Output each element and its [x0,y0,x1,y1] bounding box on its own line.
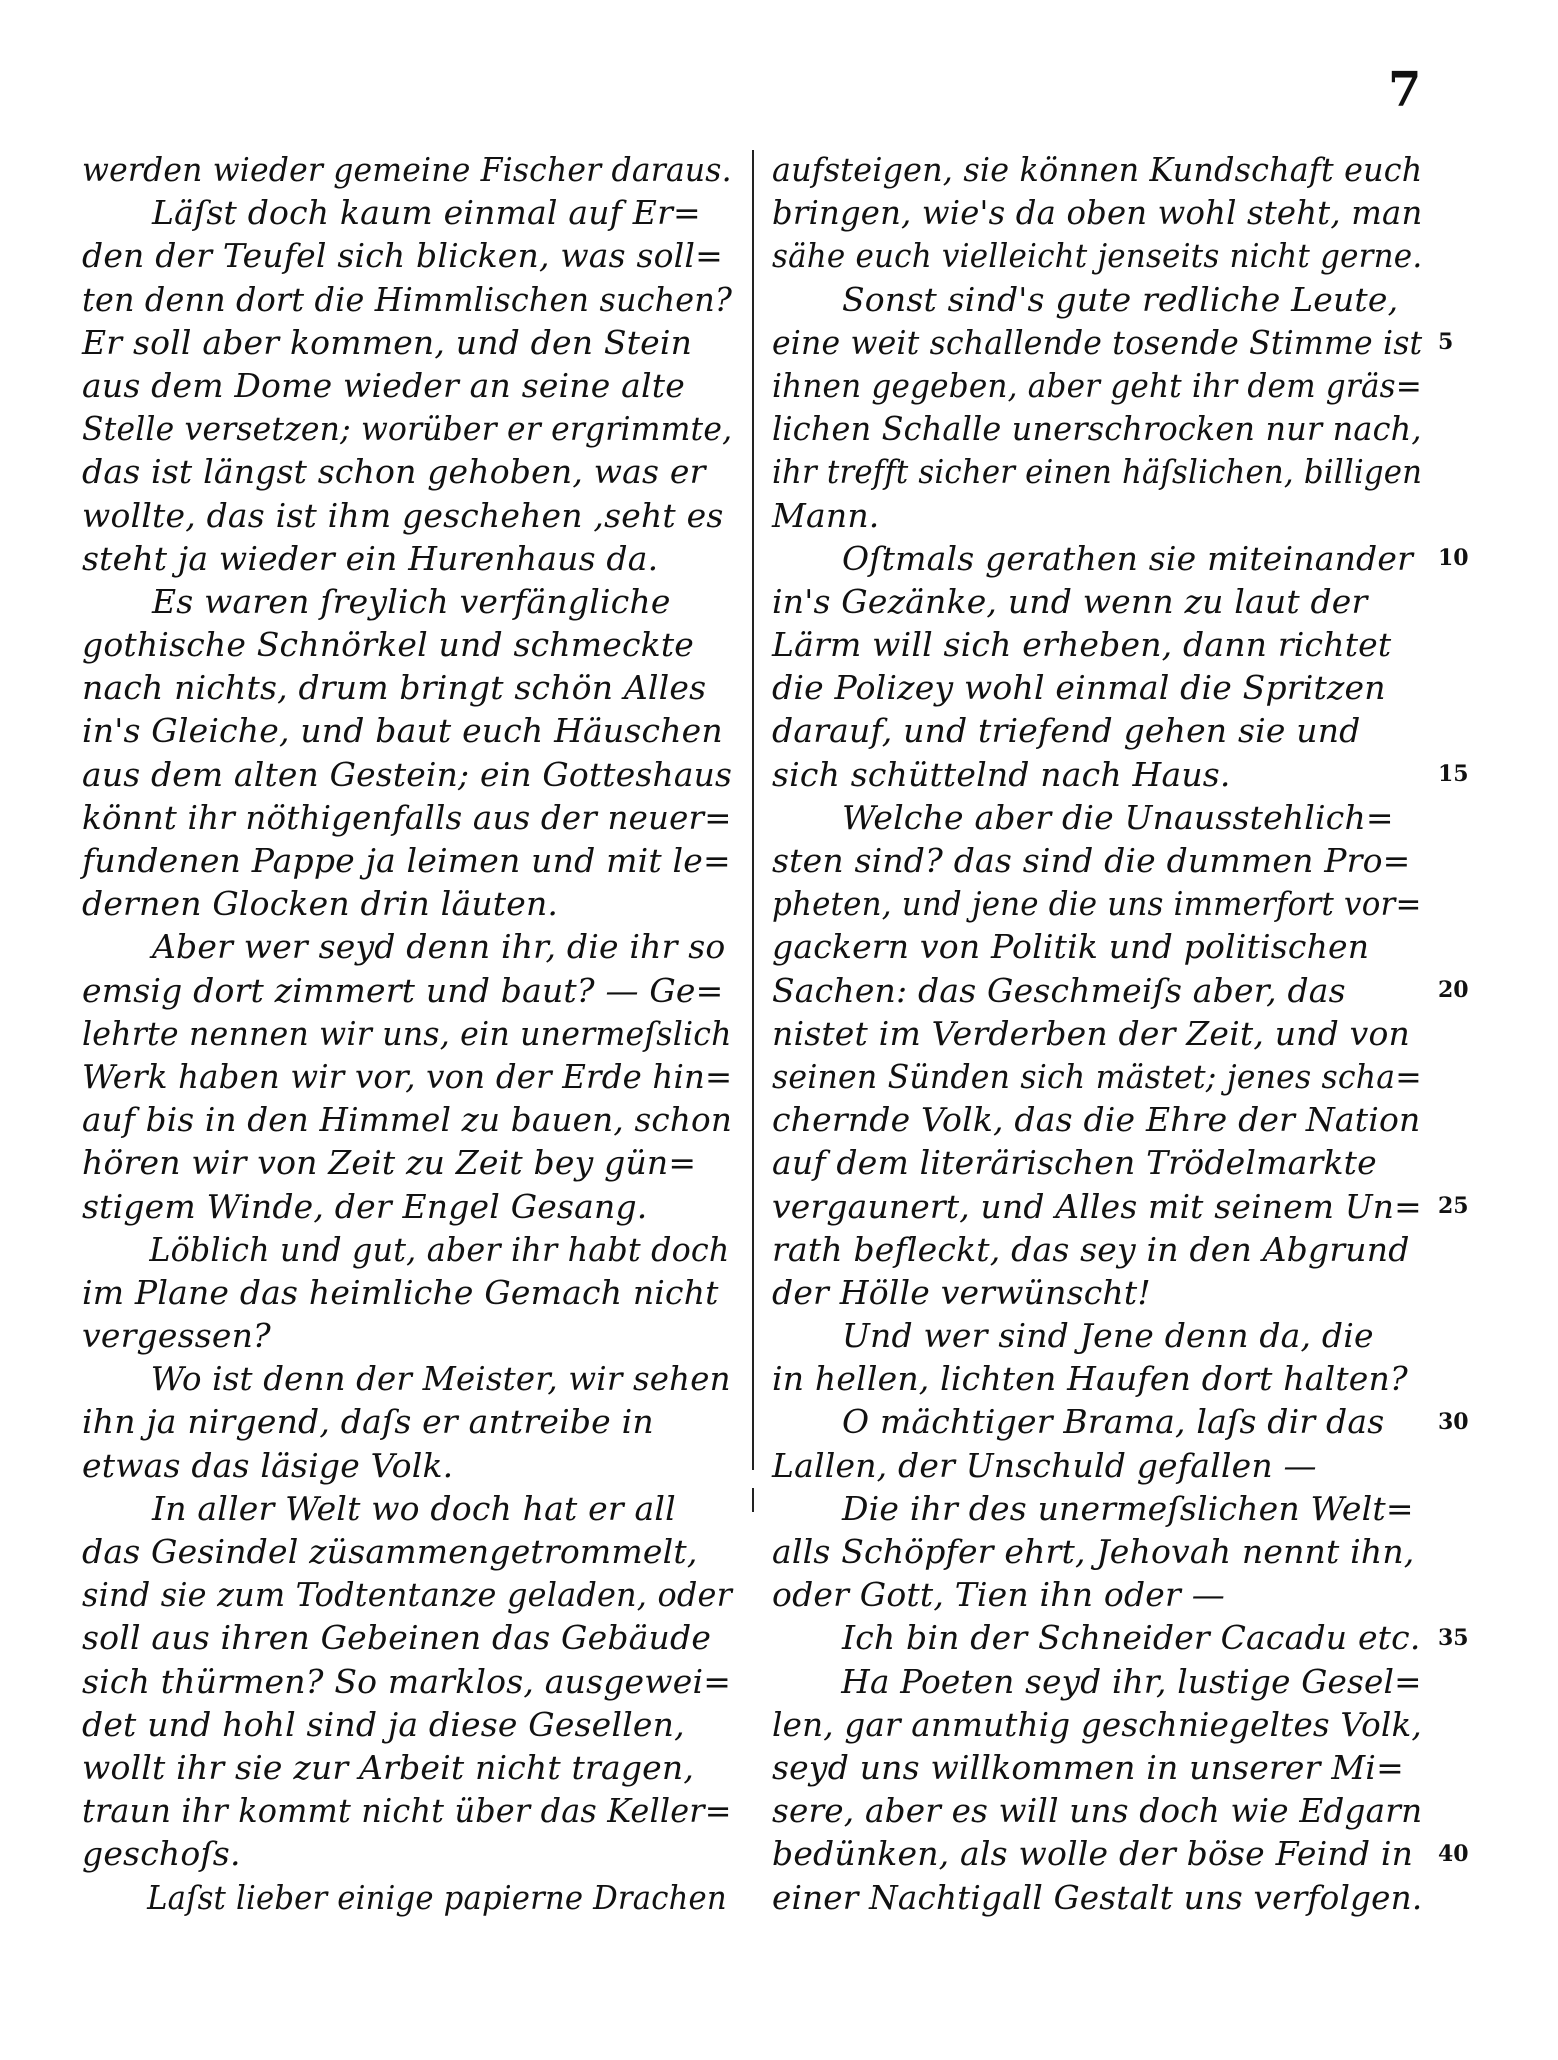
text-line: O mächtiger Brama, laſs dir das [842,1402,1385,1442]
text-line: len, gar anmuthig geschniegeltes Volk, [772,1704,1422,1744]
text-line: Stelle versetzen; worüber er ergrimmte, [82,409,733,449]
text-line: fundenen Pappe ja leimen und mit le= [82,841,731,880]
text-line: alls Schöpfer ehrt, Jehovah nennt ihn, [772,1532,1415,1571]
text-line: Löblich und gut, aber ihr habt doch [149,1229,730,1269]
text-line: in's Gleiche, und baut euch Häuschen [82,711,723,751]
text-line: Wo ist denn der Meister, wir sehen [150,1359,731,1399]
text-line: nach nichts, drum bringt schön Alles [82,668,707,708]
text-line: Laſst lieber einige papierne Drachen [147,1877,727,1917]
text-line: eine weit schallende tosende Stimme ist [772,322,1423,362]
text-line: pheten, und jene die uns immerfort vor= [772,884,1422,924]
text-line: wollte, das ist ihm geschehen ,seht es [82,495,724,535]
text-line: Es waren ſreylich verfängliche [152,581,671,621]
text-line: in hellen, lichten Haufen dort halten? [772,1359,1408,1399]
text-line: Die ihr des unermeſslichen Welt= [842,1488,1414,1528]
text-line: nistet im Verderben der Zeit, und von [772,1013,1411,1053]
text-line: auf dem literärischen Trödelmarkte [772,1143,1377,1183]
text-line: aufsteigen, sie können Kundschaft euch [772,150,1423,189]
text-line: lichen Schalle unerschrocken nur nach, [772,409,1422,449]
text-line: vergaunert, und Alles mit seinem Un= [772,1186,1422,1226]
text-line: sich thürmen? So marklos, ausgewei= [82,1661,732,1701]
text-line: aus dem Dome wieder an seine alte [82,365,686,405]
text-line: gackern von Politik und politischen [772,927,1370,967]
text-line: gothische Schnörkel und schmeckte [82,625,695,665]
text-line: ihn ja nirgend, daſs er antreibe in [82,1402,654,1442]
text-line: bedünken, als wolle der böse Feind in [772,1834,1414,1874]
text-line: dernen Glocken drin läuten. [82,884,559,924]
text-line: geschoſs. [82,1834,241,1874]
text-line: einer Nachtigall Gestalt uns verfolgen. [772,1877,1423,1917]
text-line: sind sie zum Todtentanze geladen, oder [82,1575,733,1615]
text-line: im Plane das heimliche Gemach nicht [82,1272,719,1312]
text-line: wollt ihr sie zur Arbeit nicht tragen, [82,1747,695,1787]
text-line: traun ihr kommt nicht über das Keller= [82,1791,732,1831]
text-line: etwas das läsige Volk. [82,1445,454,1485]
text-line: In aller Welt wo doch hat er all [152,1488,676,1528]
line-number: 20 [1438,976,1469,1003]
line-number: 35 [1438,1624,1469,1651]
text-line: in's Gezänke, und wenn zu laut der [772,581,1368,621]
line-number: 10 [1438,544,1469,571]
text-line: vergessen? [82,1316,271,1356]
text-line: lehrte nennen wir uns, ein unermeſslich [82,1013,732,1053]
text-line: Sachen: das Geschmeiſs aber, das [772,970,1346,1010]
text-line: Sonst sind's gute redliche Leute, [842,279,1399,319]
text-line: rath befleckt, das sey in den Abgrund [772,1229,1410,1269]
text-line: werden wieder gemeine Fischer daraus. [82,150,732,189]
text-line: Ha Poeten seyd ihr, lustige Gesel= [841,1661,1422,1701]
text-line: ihr trefft sicher einen häſslichen, billigen [772,452,1423,492]
text-line: das Gesindel züsammengetrommelt, [82,1532,698,1571]
text-line: Und wer sind Jene denn da, die [842,1316,1374,1356]
column-divider [752,150,754,1470]
line-number: 15 [1438,760,1469,787]
text-line: ihnen gegeben, aber geht ihr dem gräs= [772,365,1423,405]
column-divider-mark [752,1488,754,1512]
text-line: soll aus ihren Gebeinen das Gebäude [82,1618,712,1658]
text-line: sere, aber es will uns doch wie Edgarn [772,1791,1423,1831]
text-line: ten denn dort die Himmlischen suchen? [82,279,733,319]
text-line: Welche aber die Unausstehlich= [842,797,1394,837]
left-text-column [82,148,732,1919]
text-line: emsig dort zimmert und baut? — Ge= [82,970,724,1010]
line-number: 30 [1438,1408,1469,1435]
text-line: Er soll aber kommen, und den Stein [82,322,693,362]
text-line: Aber wer seyd denn ihr, die ihr so [152,927,726,967]
text-line: Lärm will sich erheben, dann richtet [772,625,1392,665]
text-line: könnt ihr nöthigenfalls aus der neuer= [82,797,732,837]
text-line: Mann. [772,495,880,535]
line-number: 25 [1438,1192,1469,1219]
line-number: 5 [1438,328,1454,355]
text-line: sten sind? das sind die dummen Pro= [772,841,1411,880]
text-line: Oſtmals gerathen sie miteinander [842,538,1414,578]
text-line: das ist längst schon gehoben, was er [82,452,706,492]
text-line: det und hohl sind ja diese Gesellen, [82,1704,685,1744]
text-line: seyd uns willkommen in unserer Mi= [772,1747,1404,1787]
text-line: Werk haben wir vor, von der Erde hin= [82,1056,733,1096]
text-line: sähe euch vielleicht jenseits nicht gerne. [772,236,1423,276]
text-line: Lallen, der Unschuld gefallen — [772,1445,1317,1485]
text-line: Ich bin der Schneider Cacadu etc. [842,1618,1421,1658]
text-line: chernde Volk, das die Ehre der Nation [772,1100,1421,1140]
text-line: darauf, und triefend gehen sie und [772,711,1361,751]
text-line: hören wir von Zeit zu Zeit bey gün= [82,1143,697,1183]
text-line: seinen Sünden sich mästet; jenes scha= [772,1056,1422,1096]
page-number: 7 [1388,62,1422,118]
text-line: oder Gott, Tien ihn oder — [772,1575,1225,1615]
text-line: der Hölle verwünscht! [772,1272,1151,1312]
text-line: steht ja wieder ein Hurenhaus da. [82,538,659,578]
text-line: die Polizey wohl einmal die Spritzen [772,668,1386,708]
text-line: Läſst doch kaum einmal auf Er= [152,193,701,233]
text-line: auf bis in den Himmel zu bauen, schon [82,1100,733,1140]
right-text-column [772,148,1422,1919]
text-line: stigem Winde, der Engel Gesang. [82,1186,648,1226]
text-line: aus dem alten Gestein; ein Gotteshaus [82,754,733,794]
text-line: den der Teufel sich blicken, was soll= [82,236,724,276]
text-line: bringen, wie's da oben wohl steht, man [772,193,1423,233]
line-number: 40 [1438,1840,1469,1867]
text-line: sich schüttelnd nach Haus. [772,754,1231,794]
